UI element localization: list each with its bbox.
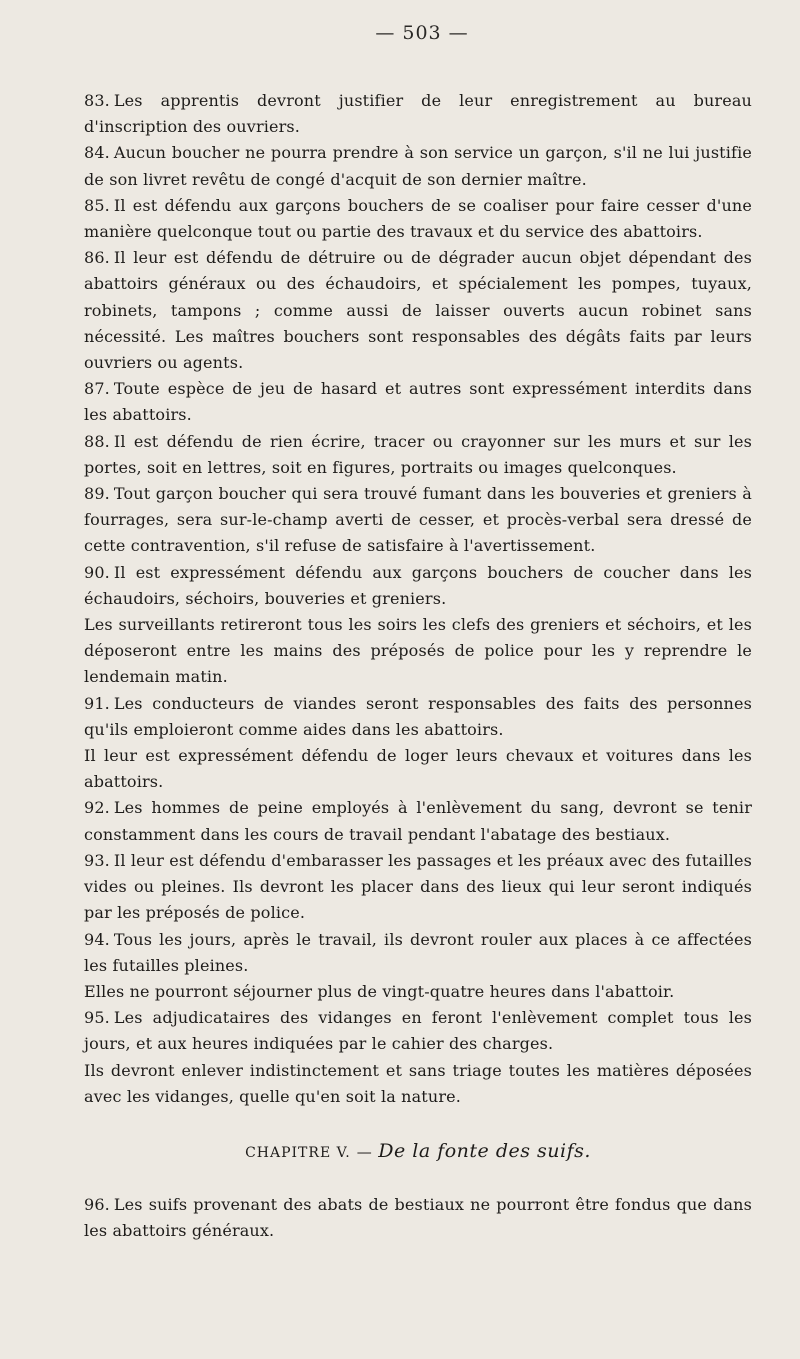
chapter-heading (84, 1140, 752, 1162)
article-number: 88. (84, 431, 110, 451)
paragraph-text: Toute espèce de jeu de hasard et autres sont expressément interdits dans les abattoirs. (84, 379, 752, 425)
chapter-label: CHAPITRE V. (245, 1144, 351, 1161)
paragraph-text: Il est expressément défendu aux garçons bouchers de coucher dans les échaudoirs, séchoirs, bouveries et greniers. (84, 562, 752, 608)
paragraph-text: Les conducteurs de viandes seront responsables des faits des personnes qu'ils emploieront comme aides dans les abattoirs. (84, 693, 752, 739)
paragraph (84, 1192, 752, 1244)
paragraph-text: Les surveillants retireront tous les soirs les clefs des greniers et séchoirs, et les déposeront entre les mains des préposés de police pour les y reprendre le lendemain matin. (84, 615, 752, 687)
chapter-body-text (84, 1192, 752, 1244)
paragraph (84, 429, 752, 481)
paragraph (84, 795, 752, 847)
article-number: 85. (84, 195, 110, 215)
paragraph-text: Aucun boucher ne pourra prendre à son service un garçon, s'il ne lui justifie de son livret revêtu de congé d'acquit de son dernier maître. (84, 143, 752, 189)
paragraph-text: Elles ne pourront séjourner plus de vingt-quatre heures dans l'abattoir. (84, 981, 675, 1001)
article-number: 94. (84, 929, 110, 949)
paragraph (84, 691, 752, 743)
paragraph-text: Il leur est défendu d'embarasser les passages et les préaux avec des futailles vides ou pleines. Ils devront les placer dans des lieux qui leur seront indiqués par les préposés de police. (84, 850, 753, 923)
paragraph (84, 848, 752, 927)
paragraph (84, 612, 752, 691)
article-number: 92. (84, 798, 110, 818)
paragraph-text: Les adjudicataires des vidanges en feront l'enlèvement complet tous les jours, et aux heures indiquées par le cahier des charges. (84, 1008, 752, 1054)
paragraph-text: Tout garçon boucher qui sera trouvé fumant dans les bouveries et greniers à fourrages, sera sur-le-champ averti de cesser, et procès-verbal sera dressé de cette contravention, s'il refuse de satisfaire à l'avertissement. (84, 484, 752, 556)
article-number: 86. (84, 248, 110, 268)
page-number: — 503 — (375, 22, 469, 44)
article-number: 93. (84, 850, 110, 870)
paragraph-text: Il est défendu aux garçons bouchers de se coaliser pour faire cesser d'une manière quelconque tout ou partie des travaux et du service des abattoirs. (84, 195, 752, 242)
paragraph (84, 560, 752, 612)
paragraph (84, 927, 752, 979)
article-number: 83. (84, 91, 110, 110)
paragraph-text: Les hommes de peine employés à l'enlèvement du sang, devront se tenir constamment dans les cours de travail pendant l'abatage des bestiaux. (84, 798, 752, 844)
article-number: 84. (84, 143, 110, 163)
article-number: 89. (84, 484, 110, 504)
paragraph (84, 743, 752, 795)
paragraph-text: Tous les jours, après le travail, ils devront rouler aux places à ce affectées les futailles pleines. (84, 929, 752, 975)
paragraph (84, 979, 752, 1005)
article-number: 90. (84, 562, 110, 582)
paragraph (84, 1005, 752, 1057)
paragraph (84, 193, 752, 245)
paragraph (84, 376, 752, 428)
article-number: 87. (84, 379, 110, 399)
article-number: 91. (84, 693, 110, 713)
paragraph (84, 140, 752, 192)
article-number: 96. (84, 1194, 110, 1214)
paragraph (84, 245, 752, 376)
paragraph-text: Il leur est expressément défendu de loger leurs chevaux et voitures dans les abattoirs. (84, 746, 752, 792)
paragraph-text: Il est défendu de rien écrire, tracer ou crayonner sur les murs et sur les portes, soit en lettres, soit en figures, portraits ou images quelconques. (84, 431, 752, 477)
document-page (84, 22, 752, 1244)
paragraph-text: Ils devront enlever indistinctement et sans triage toutes les matières déposées avec les vidanges, quelle qu'en soit la nature. (84, 1060, 752, 1106)
paragraph (84, 481, 752, 560)
paragraph-text: Il leur est défendu de détruire ou de dégrader aucun objet dépendant des abattoirs généraux ou des échaudoirs, et spécialement les pompes, tuyaux, robinets, tampons ; comme aussi de laisser ouverts aucun robinet sans nécessité. Les maîtres bouchers sont responsables des dégâts faits par leurs ouvriers ou agents. (84, 248, 752, 373)
article-number: 95. (84, 1008, 110, 1028)
paragraph (84, 88, 752, 140)
paragraph (84, 1058, 752, 1110)
chapter-dash: — (356, 1142, 373, 1161)
paragraph-text: Les suifs provenant des abats de bestiaux ne pourront être fondus que dans les abattoirs généraux. (84, 1194, 752, 1241)
body-text (84, 88, 752, 1110)
chapter-title: De la fonte des suifs. (378, 1139, 591, 1162)
paragraph-text: Les apprentis devront justifier de leur enregistrement au bureau d'inscription des ouvriers. (84, 91, 752, 137)
